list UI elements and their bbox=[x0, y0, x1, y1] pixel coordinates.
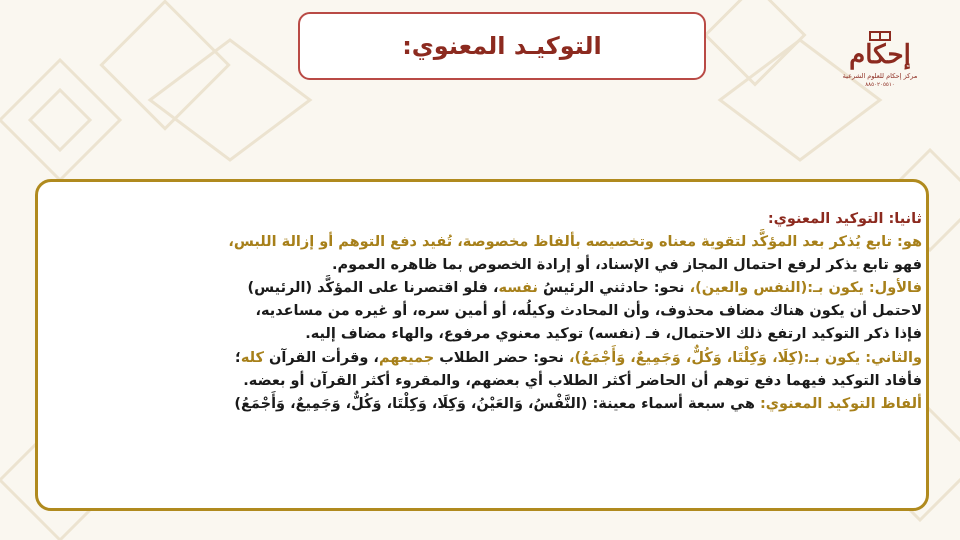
example-word: نفسه bbox=[498, 280, 538, 297]
body-text: هي سبعة أسماء معينة: (النَّفْسُ، وَالعَيْنُ، وَكِلَا، وَكِلْتَا، وَكُلٌّ، وَجَمِيعٌ، وَأَجْمَعُ) bbox=[234, 395, 760, 412]
body-text: فإذا ذكر التوكيد ارتفع ذلك الاحتمال، فـ (نفسه) توكيد معنوي مرفوع، والهاء مضاف إليه. bbox=[305, 326, 922, 343]
body-text: نحو: حادثني الرئيسُ bbox=[537, 280, 690, 297]
logo bbox=[838, 30, 922, 92]
content-line-8 bbox=[42, 370, 922, 393]
second-type-label: والثاني: يكون بـ:(كِلَا، وَكِلْتَا، وَكُلٌّ، وَجَمِيعٌ، وَأَجْمَعُ)، bbox=[569, 349, 922, 366]
example-word: كله bbox=[240, 349, 264, 366]
content-line-4 bbox=[42, 277, 922, 300]
page-title: التوكيـد المعنوي: bbox=[402, 32, 602, 60]
content-line-5 bbox=[42, 300, 922, 323]
content-line-9 bbox=[42, 393, 922, 416]
body-text: ؛ bbox=[235, 349, 241, 366]
content-line-3 bbox=[42, 254, 922, 277]
logo-subtitle: مركز إحكام للعلوم الشرعية bbox=[842, 72, 918, 80]
content-line-7 bbox=[42, 347, 922, 370]
first-type-label: فالأول: يكون بـ:(النفس والعين)، bbox=[689, 280, 922, 297]
title-box bbox=[298, 12, 706, 80]
words-label: ألفاظ التوكيد المعنوي: bbox=[759, 395, 922, 412]
definition-text: هو: تابع يُذكر بعد المؤكَّد لتقوية معناه وتخصيصه بألفاظ مخصوصة، تُفيد دفع التوهم أو إزالة اللبس، bbox=[228, 234, 922, 251]
content-line-1 bbox=[42, 208, 922, 231]
body-text: فهو تابع يذكر لرفع احتمال المجاز في الإسناد، أو إرادة الخصوص بما ظاهره العموم. bbox=[331, 257, 922, 274]
example-word: جميعهم bbox=[378, 349, 435, 366]
body-text: ، وقرأت القرآن bbox=[264, 349, 379, 366]
content-line-2 bbox=[42, 231, 922, 254]
body-text: نحو: حضر الطلاب bbox=[434, 349, 570, 366]
body-text: ، فلو اقتصرنا على المؤكَّد (الرئيس) bbox=[247, 280, 499, 297]
logo-number: ٨٨٥٠٢٠٥٥١٠ bbox=[865, 82, 895, 88]
content-line-6 bbox=[42, 323, 922, 346]
body-text: لاحتمل أن يكون هناك مضاف محذوف، وأن المحادث وكيلُه، أو أمين سره، أو غيره من مساعديه، bbox=[255, 303, 922, 320]
logo-name: إحكام bbox=[849, 40, 911, 70]
content-text bbox=[42, 208, 922, 416]
body-text: فأفاد التوكيد فيهما دفع توهم أن الحاضر أكثر الطلاب أي بعضهم، والمقروء أكثر القرآن أو بعضه. bbox=[243, 372, 922, 389]
section-heading: ثانيا: التوكيد المعنوي: bbox=[767, 211, 922, 227]
